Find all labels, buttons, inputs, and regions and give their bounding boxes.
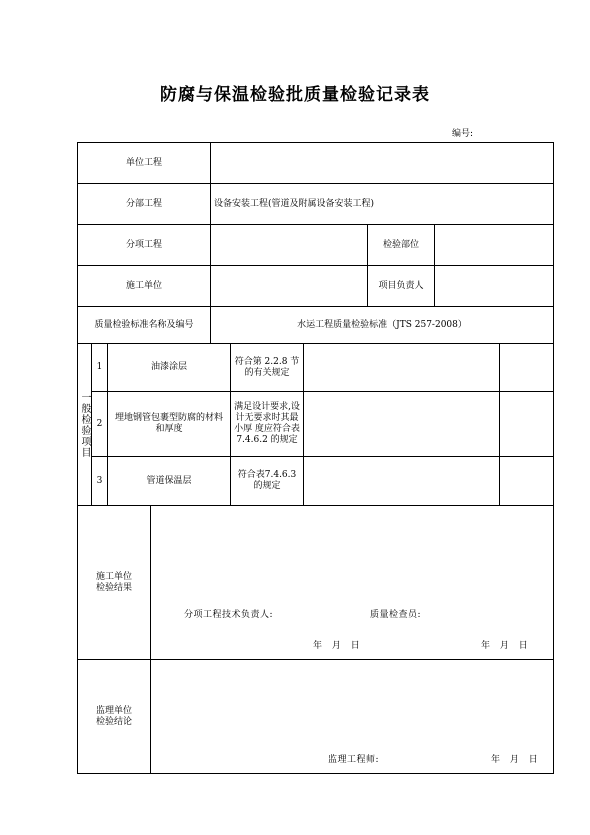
item-2-remark [499,391,554,457]
item-1-remark [499,343,554,392]
doc-number-label: 编号: [452,129,474,139]
item-2-number: 2 [91,391,108,457]
unit-project-value [210,142,554,184]
construction-result-area [150,505,554,660]
construction-unit-label: 施工单位 [77,265,211,307]
inspector-label: 质量检查员: [370,610,422,620]
sub-item-value [210,224,368,266]
construction-unit-value [210,265,368,307]
item-1-name: 油漆涂层 [107,343,231,392]
item-3-requirement: 符合表7.4.6.3 的规定 [230,456,304,506]
project-manager-value [434,265,554,307]
unit-project-label: 单位工程 [77,142,211,184]
item-2-name: 埋地钢管包裹型防腐的材料和厚度 [107,391,231,457]
item-1-number: 1 [91,343,108,392]
construction-date-2: 年 月 日 [481,641,529,651]
project-manager-label: 项目负责人 [367,265,435,307]
item-2-requirement: 满足设计要求,设计无要求时其最小厚 度应符合表 7.4.6.2 的规定 [230,391,304,457]
item-3-name: 管道保温层 [107,456,231,506]
standard-label: 质量检验标准名称及编号 [77,306,211,344]
item-3-result [303,456,500,506]
inspect-part-value [434,224,554,266]
standard-value: 水运工程质量检验标准（JTS 257-2008） [210,306,554,344]
general-items-label: 一般检验项目 [77,343,92,506]
item-2-result [303,391,500,457]
supervising-engineer-label: 监理工程师: [328,755,380,765]
supervision-date: 年 月 日 [491,755,539,765]
item-3-remark [499,456,554,506]
item-1-requirement: 符合第 2.2.8 节的有关规定 [230,343,304,392]
sub-division-value: 设备安装工程(管道及附属设备安装工程) [210,183,554,225]
item-3-number: 3 [91,456,108,506]
construction-result-label: 施工单位检验结果 [77,505,151,660]
inspect-part-label: 检验部位 [367,224,435,266]
page-title: 防腐与保温检验批质量检验记录表 [160,85,430,105]
item-1-result [303,343,500,392]
tech-lead-label: 分项工程技术负责人: [184,610,274,620]
construction-date-1: 年 月 日 [313,641,361,651]
sub-division-label: 分部工程 [77,183,211,225]
sub-item-label: 分项工程 [77,224,211,266]
supervision-result-label: 监理单位检验结论 [77,659,151,774]
